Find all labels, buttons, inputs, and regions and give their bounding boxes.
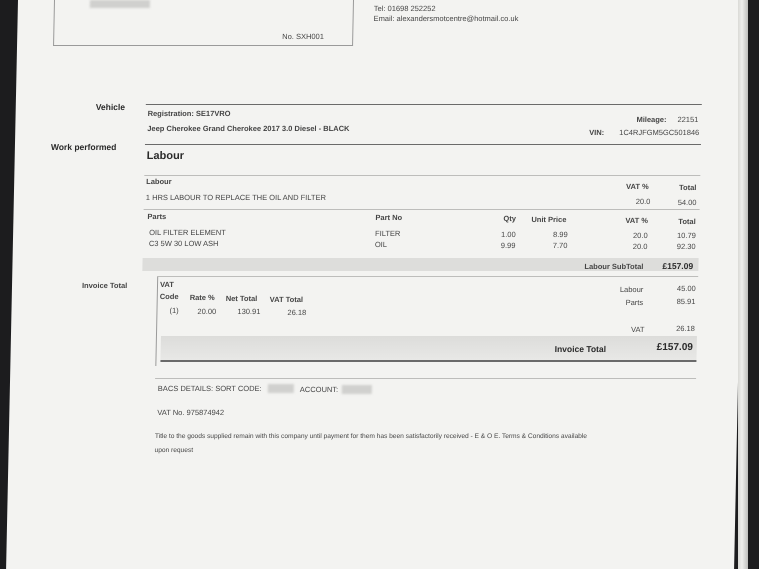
vin-value: 1C4RJFGM5GC501846 [619, 128, 700, 137]
part-1-qty: 1.00 [500, 230, 516, 239]
summary-vat-label: VAT [631, 325, 645, 334]
invoice-paper [6, 0, 746, 569]
vat-table-left-rule [155, 276, 158, 366]
footer-rule [155, 378, 696, 379]
part-1-vat: 20.0 [632, 231, 648, 240]
labour-vat-header: VAT % [625, 182, 649, 191]
email-address: Email: alexandersmotcentre@hotmail.co.uk [373, 14, 519, 23]
vat-heading: VAT [159, 280, 175, 289]
invoice-total-band [160, 336, 697, 360]
part-1-name: OIL FILTER ELEMENT [149, 228, 226, 237]
work-section-label: Work performed [50, 142, 117, 152]
terms-line-1: Title to the goods supplied remain with this company until payment for them has been satisfactorily received - E & O E. Terms & Conditions available [154, 433, 588, 440]
summary-parts-value: 85.91 [676, 297, 696, 306]
labour-total-header: Total [678, 183, 697, 192]
vat-net-header: Net Total [225, 294, 258, 303]
mileage-value: 22151 [677, 115, 699, 124]
part-2-unitprice: 7.70 [552, 241, 568, 250]
redacted-sort-code [268, 384, 294, 393]
invoice-total-rule [160, 360, 696, 362]
vat-total-header: VAT Total [269, 295, 304, 304]
parts-col-vat: VAT % [625, 216, 649, 225]
part-1-partno: FILTER [375, 229, 401, 238]
redacted-address [90, 0, 150, 8]
vehicle-registration: Registration: SE17VRO [147, 109, 231, 118]
summary-labour-label: Labour [619, 285, 644, 294]
parts-col-total: Total [678, 217, 696, 226]
labour-subtotal-value: £157.09 [662, 261, 694, 271]
work-top-rule [145, 144, 701, 145]
bacs-sort-code: BACS DETAILS: SORT CODE: [157, 384, 262, 393]
parts-col-unitprice: Unit Price [531, 215, 567, 224]
phone-number: Tel: 01698 252252 [373, 4, 436, 13]
vehicle-top-rule [146, 104, 702, 105]
part-2-vat: 20.0 [632, 242, 648, 251]
mileage-label: Mileage: [636, 115, 667, 124]
invoice-total-value: £157.09 [656, 342, 693, 353]
part-2-total: 92.30 [676, 242, 696, 251]
part-1-unitprice: 8.99 [552, 230, 568, 239]
work-heading: Labour [146, 150, 185, 162]
parts-col-partno: Part No [375, 213, 403, 222]
invoice-total-label: Invoice Total [554, 344, 607, 354]
labour-total-value: 54.00 [677, 198, 697, 207]
parts-col-parts: Parts [147, 212, 167, 221]
labour-description: 1 HRS LABOUR TO REPLACE THE OIL AND FILTER [145, 193, 327, 202]
vin-label: VIN: [589, 128, 605, 137]
invoice-total-top-rule [157, 276, 698, 277]
summary-labour-value: 45.00 [676, 284, 696, 293]
labour-rule [144, 175, 700, 176]
invoice-number: No. SXH001 [282, 32, 325, 41]
vat-code-header: Code [159, 292, 179, 301]
vehicle-description: Jeep Cherokee Grand Cherokee 2017 3.0 Diesel - BLACK [147, 124, 350, 133]
parts-rule [144, 209, 700, 210]
summary-parts-label: Parts [625, 298, 644, 307]
part-2-name: C3 5W 30 LOW ASH [148, 239, 219, 248]
terms-line-2: upon request [154, 447, 194, 454]
vat-number: VAT No. 975874942 [157, 408, 225, 417]
vat-net-value: 130.91 [237, 307, 261, 316]
parts-col-qty: Qty [503, 214, 517, 223]
part-2-partno: OIL [374, 240, 388, 249]
labour-subtotal-label: Labour SubTotal [584, 262, 644, 271]
labour-vat-value: 20.0 [635, 197, 651, 206]
invoice-total-section-label: Invoice Total [81, 281, 128, 290]
bacs-account: ACCOUNT: [299, 385, 339, 394]
vat-code-value: (1) [169, 306, 179, 315]
vehicle-section-label: Vehicle [95, 102, 126, 112]
vat-rate-header: Rate % [189, 293, 215, 302]
part-1-total: 10.79 [676, 231, 696, 240]
labour-label: Labour [146, 177, 172, 186]
redacted-account [342, 385, 372, 394]
summary-vat-value: 26.18 [676, 324, 695, 333]
vat-total-value: 26.18 [287, 308, 307, 317]
paper-edge [738, 0, 748, 569]
part-2-qty: 9.99 [500, 241, 516, 250]
vat-rate-value: 20.00 [197, 307, 217, 316]
